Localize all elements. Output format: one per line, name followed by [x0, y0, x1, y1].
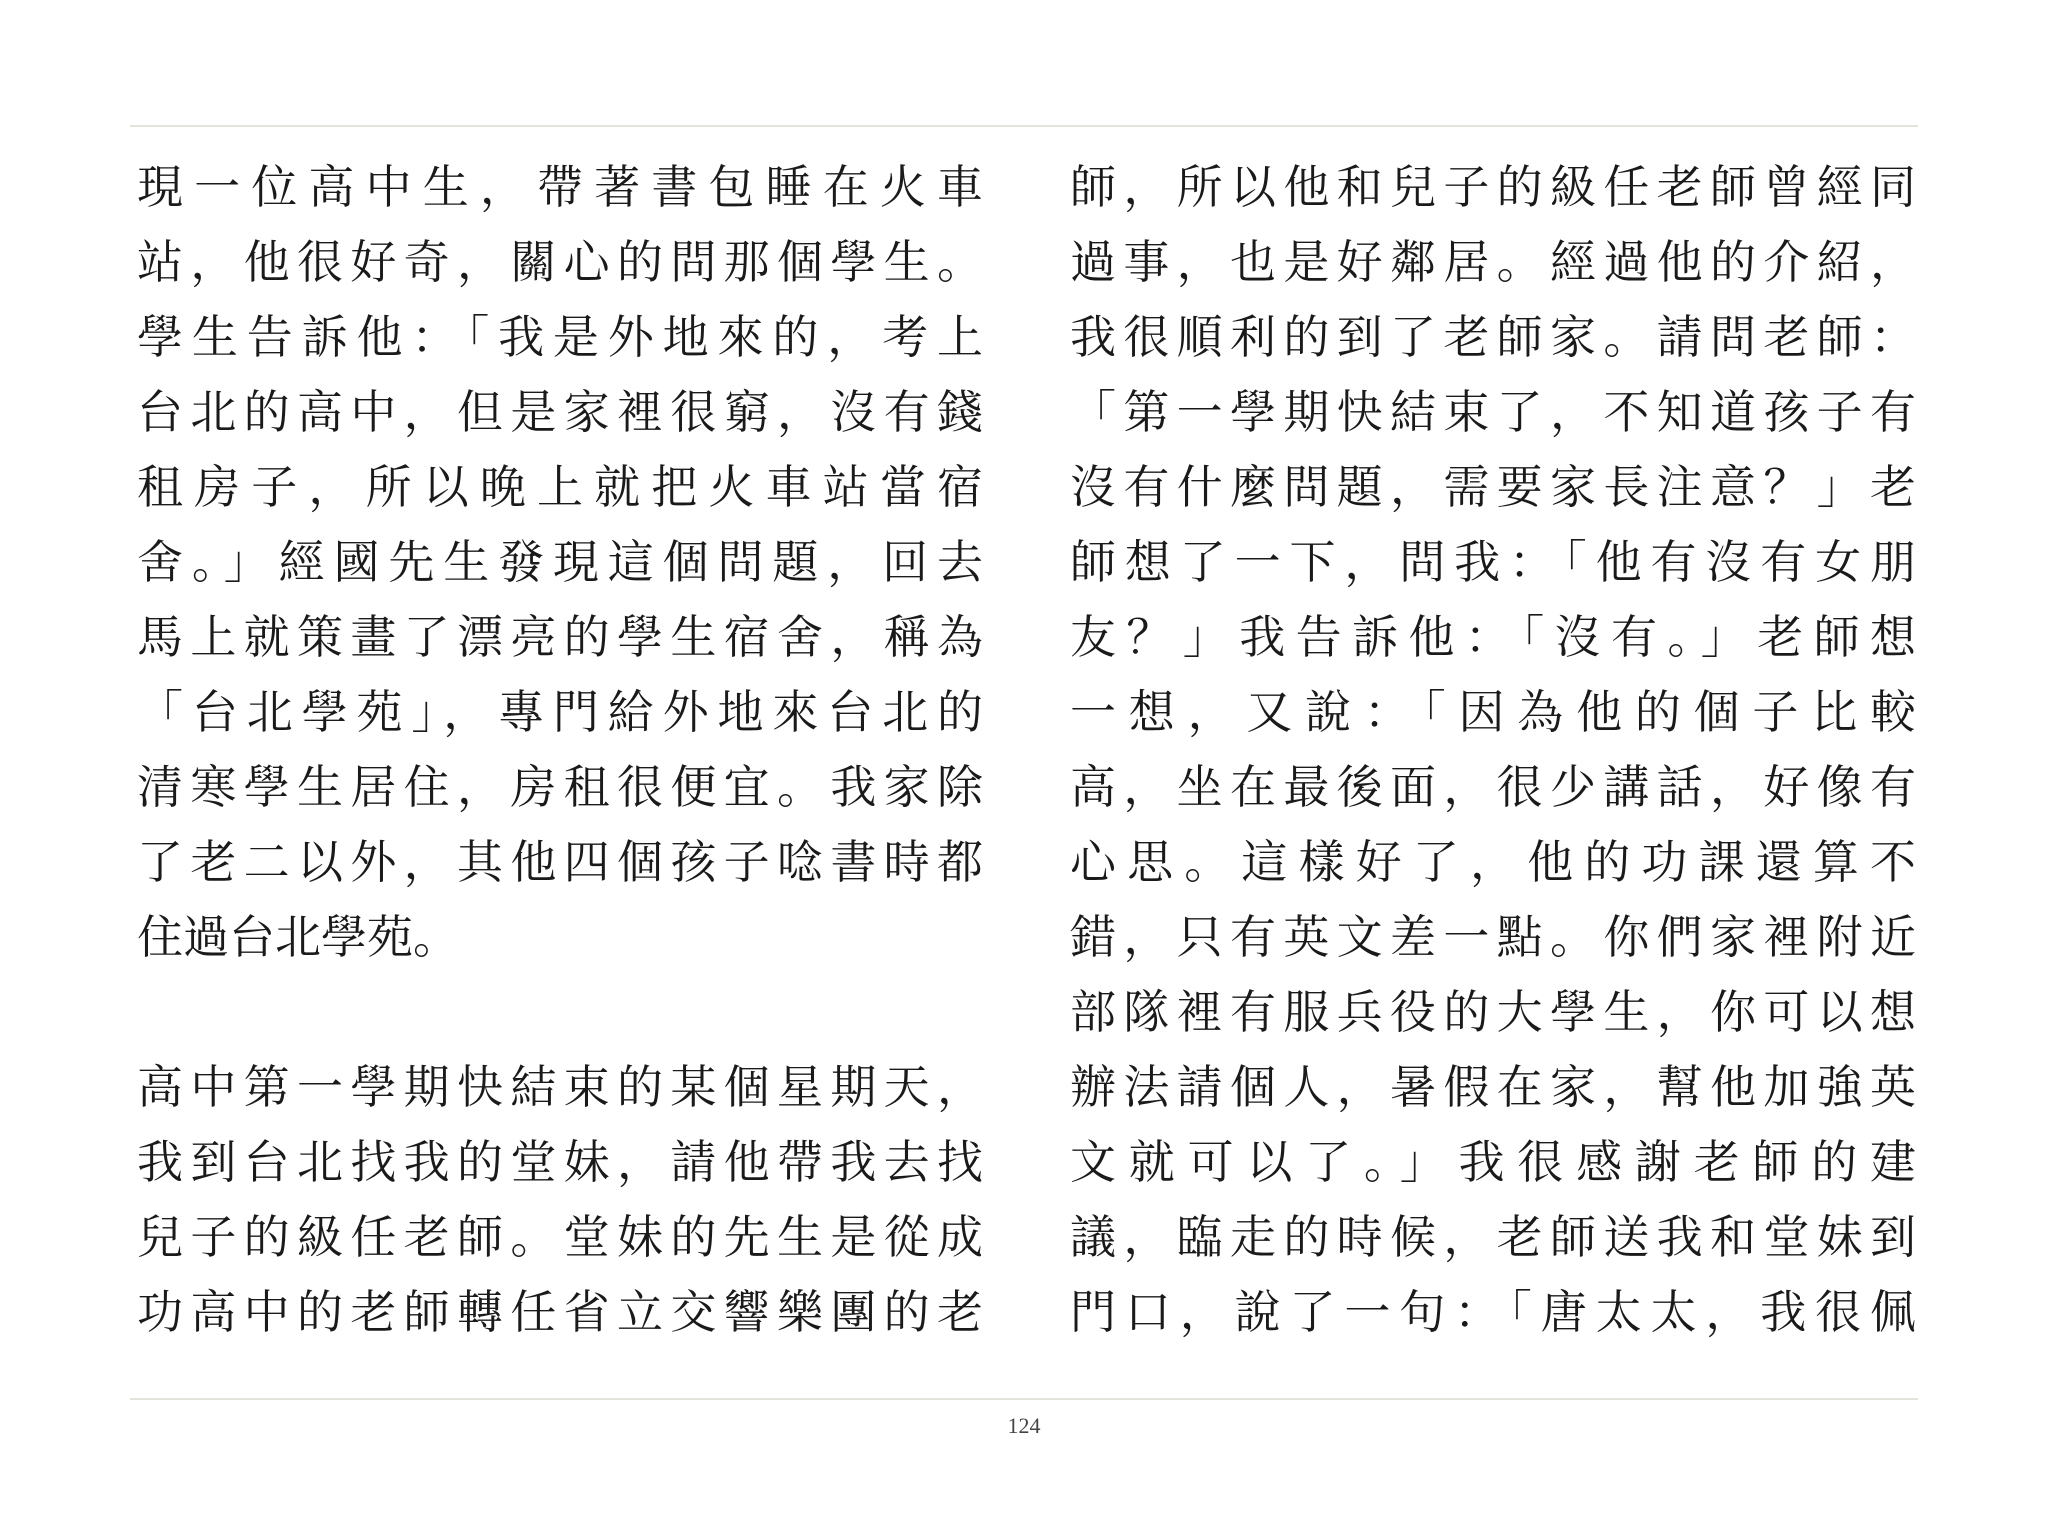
- text-line: 門口，說了一句：「唐太太，我很佩: [1070, 1285, 1916, 1339]
- text-line: 辦法請個人，暑假在家，幫他加強英: [1070, 1060, 1916, 1114]
- text-line: 心思。這樣好了，他的功課還算不: [1070, 835, 1916, 889]
- text-line: 住過台北學苑。: [137, 910, 459, 964]
- paragraph-spacer: [137, 975, 983, 1050]
- paragraph: [137, 1050, 983, 1350]
- left-text-column: [137, 150, 983, 1350]
- text-line: 友？」我告訴他：「沒有。」老師想: [1070, 610, 1916, 664]
- text-line: 沒有什麼問題，需要家長注意？」老: [1070, 460, 1916, 514]
- header-rule: [130, 125, 1918, 127]
- right-text-column: [1070, 150, 1916, 1350]
- text-line: 了老二以外，其他四個孩子唸書時都: [137, 835, 983, 889]
- text-line: 我很順利的到了老師家。請問老師：: [1070, 310, 1916, 364]
- text-line: 師，所以他和兒子的級任老師曾經同: [1070, 160, 1916, 214]
- text-line: 部隊裡有服兵役的大學生，你可以想: [1070, 985, 1916, 1039]
- text-line: 錯，只有英文差一點。你們家裡附近: [1070, 910, 1916, 964]
- text-line: 馬上就策畫了漂亮的學生宿舍，稱為: [137, 610, 983, 664]
- text-line: 過事，也是好鄰居。經過他的介紹，: [1070, 235, 1916, 289]
- text-line: 功高中的老師轉任省立交響樂團的老: [137, 1285, 983, 1339]
- text-line: 文就可以了。」我很感謝老師的建: [1070, 1135, 1916, 1189]
- text-line: 兒子的級任老師。堂妹的先生是從成: [137, 1210, 983, 1264]
- text-line: 站，他很好奇，關心的問那個學生。: [137, 235, 983, 289]
- text-line: 租房子，所以晚上就把火車站當宿: [137, 460, 983, 514]
- text-line: 高中第一學期快結束的某個星期天，: [137, 1060, 983, 1114]
- text-line: 舍。」經國先生發現這個問題，回去: [137, 535, 983, 589]
- text-line: 清寒學生居住，房租很便宜。我家除: [137, 760, 983, 814]
- text-line: 議，臨走的時候，老師送我和堂妹到: [1070, 1210, 1916, 1264]
- text-line: 「第一學期快結束了，不知道孩子有: [1070, 385, 1916, 439]
- paragraph: [1070, 150, 1916, 1350]
- text-line: 一想，又說：「因為他的個子比較: [1070, 685, 1916, 739]
- page-number: 124: [1007, 1413, 1041, 1438]
- text-line: 師想了一下，問我：「他有沒有女朋: [1070, 535, 1916, 589]
- text-line: 學生告訴他：「我是外地來的，考上: [137, 310, 983, 364]
- text-line: 台北的高中，但是家裡很窮，沒有錢: [137, 385, 983, 439]
- text-line: 我到台北找我的堂妹，請他帶我去找: [137, 1135, 983, 1189]
- text-line: 高，坐在最後面，很少講話，好像有: [1070, 760, 1916, 814]
- footer-rule: [130, 1398, 1918, 1400]
- text-line: 「台北學苑」，專門給外地來台北的: [137, 685, 983, 739]
- text-line: 現一位高中生，帶著書包睡在火車: [137, 160, 983, 214]
- paragraph: [137, 150, 983, 975]
